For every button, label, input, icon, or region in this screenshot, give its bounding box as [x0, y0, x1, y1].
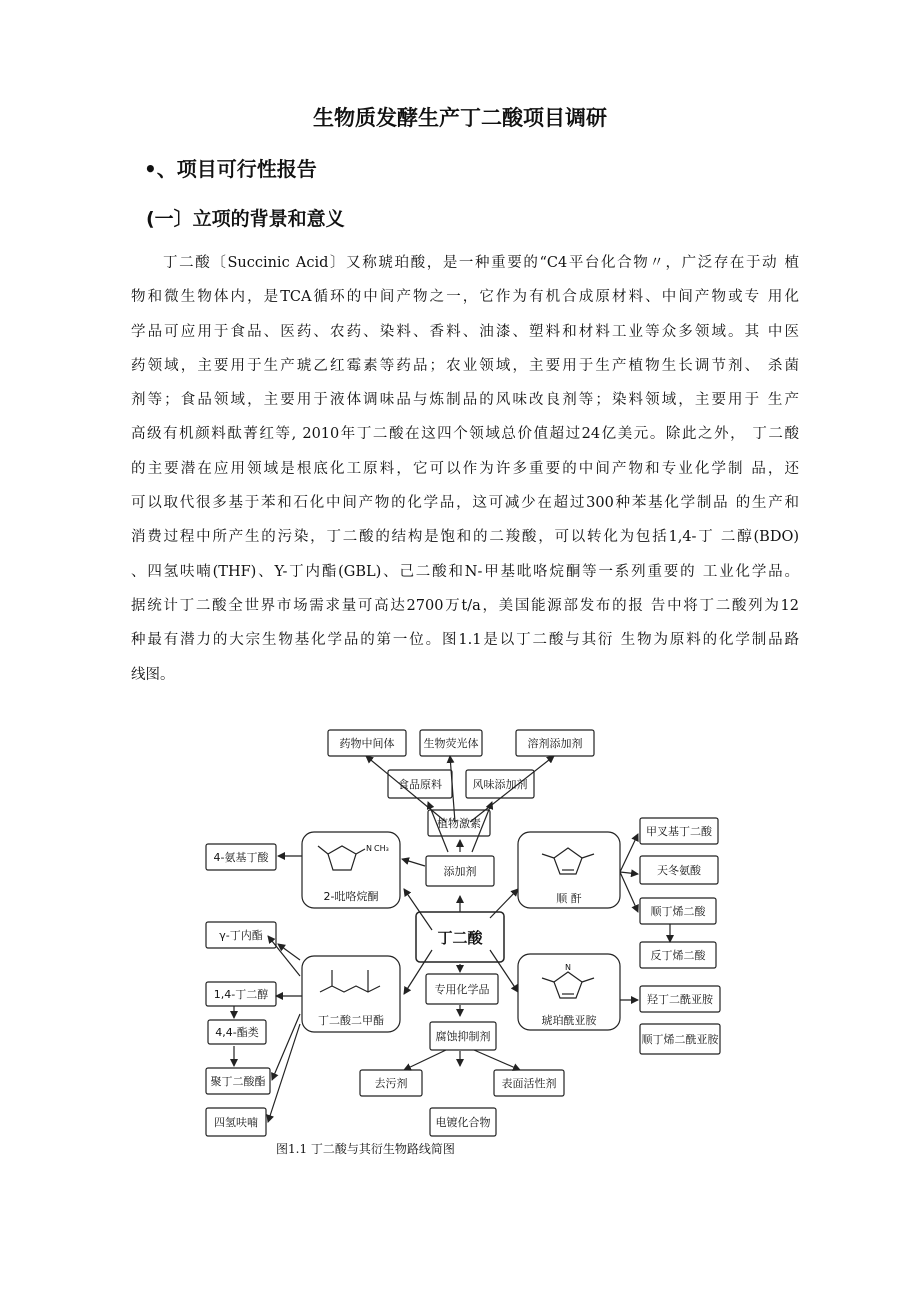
node-fumaric: 反丁烯二酸 — [650, 949, 706, 962]
imide-n-label: N — [565, 963, 571, 972]
node-pyrrolidone: 2-吡咯烷酮 — [323, 890, 379, 903]
paragraph-line: 的主要潜在应用领域是根底化工原料，它可以作为许多重要的中间产物和专业化学制 品，还 — [131, 460, 799, 477]
route-diagram — [200, 724, 722, 1142]
node-flavor-additive: 风味添加剂 — [472, 778, 528, 791]
node-detergent: 去污剂 — [374, 1077, 408, 1090]
node-maleic-imide: 顺丁烯二酰亚胺 — [641, 1033, 719, 1046]
paragraph-line: 剂等；食品领域，主要用于液体调味品与炼制品的风味改良剂等；染料领域，主要用于 生产 — [131, 392, 799, 409]
paragraph-line: 消费过程中所产生的污染，丁二酸的结构是饱和的二羧酸，可以转化为包括1,4-丁 二醇(BDO) — [131, 529, 799, 546]
paragraph-line: 药领域，主要用于生产琥乙红霉素等药品；农业领域，主要用于生产植物生长调节剂、 杀菌 — [131, 357, 799, 374]
node-dimethyl-ester: 丁二酸二甲酯 — [318, 1014, 384, 1027]
node-aminobutyric: 4-氨基丁酸 — [213, 851, 269, 864]
node-maleic: 顺丁烯二酸 — [650, 905, 706, 918]
node-pbs: 聚丁二酸酯 — [210, 1075, 266, 1088]
node-surfactant: 表面活性剂 — [501, 1077, 557, 1090]
paragraph-line: 线图。 — [131, 666, 175, 683]
paragraph-line: 物和微生物体内，是TCA循环的中间产物之一，它作为有机合成原材料、中间产物或专 用化 — [131, 289, 799, 306]
node-solvent-additive: 溶剂添加剂 — [527, 737, 583, 750]
paragraph-line: 种最有潜力的大宗生物基化学品的第一位。图1.1是以丁二酸与其衍 生物为原料的化学制品路 — [131, 632, 799, 649]
node-plant-hormone: 植物激素 — [437, 817, 481, 830]
node-thf: 四氢呋喃 — [214, 1116, 258, 1129]
node-bdo: 1,4-丁二醇 — [213, 988, 269, 1001]
node-itaconic: 甲叉基丁二酸 — [646, 825, 712, 838]
node-specialty: 专用化学品 — [434, 983, 490, 996]
node-gbl: γ-丁内酯 — [219, 929, 263, 942]
paragraph-line: 可以取代很多基于苯和石化中间产物的化学品，这可减少在超过300种苯基化学制品 的生产和 — [131, 495, 799, 512]
node-hydroxy-imide: 羟丁二酰亚胺 — [647, 993, 713, 1006]
nch3-label: N — [366, 844, 372, 853]
node-succinic-acid: 丁二酸 — [437, 929, 483, 947]
body-paragraph — [131, 246, 799, 692]
node-ester44: 4,4-酯类 — [215, 1026, 259, 1039]
node-corrosion: 腐蚀抑制剂 — [435, 1030, 491, 1043]
figure-caption: 图1.1 丁二酸与其衍生物路线简图 — [276, 1142, 455, 1156]
node-additive: 添加剂 — [443, 865, 477, 878]
node-drug-intermediate: 药物中间体 — [339, 737, 395, 750]
paragraph-line: 、四氢呋喃(THF)、Y-丁内酯(GBL)、己二酸和N-甲基吡咯烷酮等一系列重要的 工业化学品。 — [131, 563, 799, 580]
paragraph-line: 高级有机颜料酞菁红等, 2010年丁二酸在这四个领域总价值超过24亿美元。除此之外， 丁二酸 — [131, 426, 799, 443]
node-succinimide: 琥珀酰亚胺 — [541, 1014, 597, 1027]
paragraph-line: 据统计丁二酸全世界市场需求量可高达2700万t/a，美国能源部发布的报 告中将丁二酸列为12 — [131, 597, 799, 614]
node-plating: 电镀化合物 — [435, 1116, 491, 1129]
subsection-heading: (一〕立项的背景和意义 — [146, 208, 345, 230]
section-heading: •、项目可行性报告 — [144, 157, 317, 181]
paragraph-line: 丁二酸〔Succinic Acid〕又称琥珀酸，是一种重要的“C4平台化合物〃，广泛存在于动 植 — [163, 255, 799, 271]
ch3-label: CH₃ — [374, 844, 389, 853]
node-food-material: 食品原料 — [398, 778, 442, 791]
node-aspartic: 天冬氨酸 — [657, 864, 701, 877]
node-anhydride: 顺 酐 — [556, 892, 582, 905]
node-bio-fluorescent: 生物荧光体 — [423, 737, 479, 750]
paragraph-line: 学品可应用于食品、医药、农药、染料、香料、油漆、塑料和材料工业等众多领域。其 中医 — [131, 323, 799, 340]
document-title: 生物质发酵生产丁二酸项目调研 — [313, 106, 607, 130]
